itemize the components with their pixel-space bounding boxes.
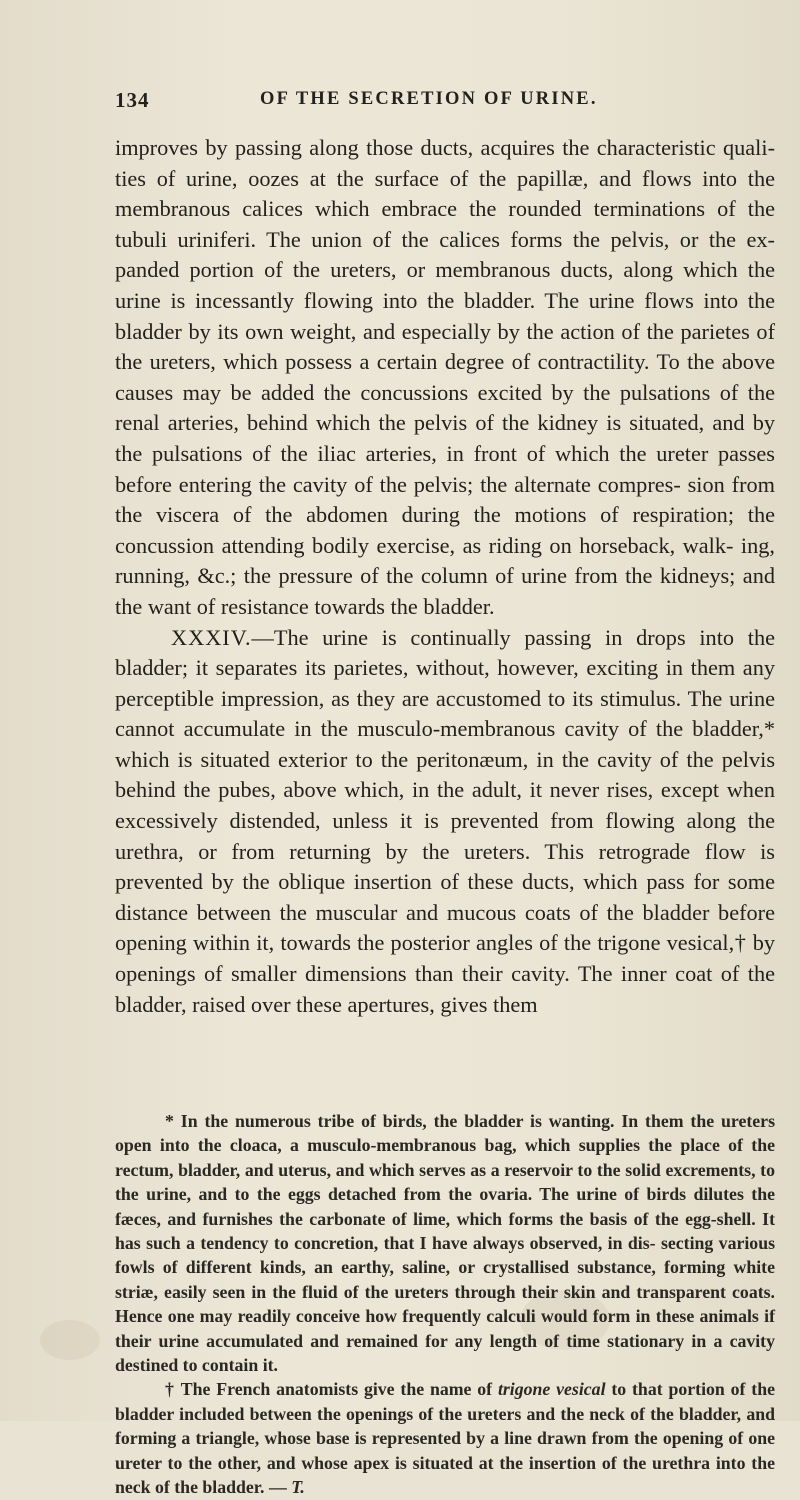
footnote-2	[115, 1377, 775, 1499]
body-paragraph-section	[115, 623, 775, 1021]
footnote-2-text-start: † The French anatomists give the name of	[165, 1379, 498, 1400]
page-header	[115, 88, 775, 118]
section-number: XXXIV.	[171, 624, 252, 650]
footnotes	[115, 1109, 775, 1500]
body-text	[115, 133, 775, 1020]
footnote-1: * In the numerous tribe of birds, the bladder is wanting. In them the ureters open into the cloaca, a musculo-membranous bag, which supplies the place of the rectum, bladder, and uterus, and which serves as a reservoir to the solid excrements, to the urine, and to the eggs detached from the ovaria. The urine of birds dilutes the fæces, and furnishes the carbonate of lime, which forms the basis of the egg-shell. It has such a tendency to concretion, that I have always observed, in dis- secting various fowls of different kinds, an earthy, saline, or crystallised substance, forming white striæ, easily seen in the fluid of the ureters through their skin and transparent coats. Hence one may readily conceive how frequently calculi would form in these animals if their urine accumulated and remained for any length of time stationary in a cavity destined to contain it.	[115, 1111, 775, 1376]
paper-stain	[40, 1320, 100, 1360]
section-paragraph-text: —The urine is continually passing in drops into the bladder; it separates its parietes, without, however, exciting in them any perceptible impression, as they are accustomed to its stimulus. The urine cannot accumulate in the musculo-membranous cavity of the bladder,* which is situated exterior to the peritonæum, in the cavity of the pelvis behind the pubes, above which, in the adult, it never rises, except when excessively distended, unless it is prevented from flowing along the urethra, or from returning by the ureters. This retrograde flow is prevented by the oblique insertion of these ducts, which pass for some distance between the muscular and mucous coats of the bladder before opening within it, towards the posterior angles of the trigone vesical,† by openings of smaller dimensions than their cavity. The inner coat of the bladder, raised over these apertures, gives them	[115, 624, 775, 1017]
page-number: 134	[115, 88, 150, 112]
body-paragraph: improves by passing along those ducts, acquires the characteristic quali- ties of urine, oozes at the surface of the papillæ, and flows into the membranous calices which embrace the rounded terminations of the tubuli uriniferi. The union of the calices forms the pelvis, or the ex- panded portion of the ureters, or membranous ducts, along which the urine is incessantly flowing into the bladder. The urine flows into the bladder by its own weight, and especially by the action of the parietes of the ureters, which possess a certain degree of contractility. To the above causes may be added the concussions excited by the pulsations of the renal arteries, behind which the pelvis of the kidney is situated, and by the pulsations of the iliac arteries, in front of which the ureter passes before entering the cavity of the pelvis; the alternate compres- sion from the viscera of the abdomen during the motions of respiration; the concussion attending bodily exercise, as riding on horseback, walk- ing, running, &c.; the pressure of the column of urine from the kidneys; and the want of resistance towards the bladder.	[115, 135, 775, 619]
footnote-2-signature: T.	[291, 1477, 305, 1498]
running-head: OF THE SECRETION OF URINE.	[260, 89, 598, 109]
footnote-2-text-end: to that portion of the bladder included between the openings of the ureters and the neck of the bladder, and forming a triangle, whose base is represented by a line drawn from the opening of one ureter to the other, and whose apex is situated at the insertion of the urethra into the neck of the bladder. —	[115, 1379, 775, 1498]
footnote-2-term: trigone vesical	[497, 1379, 606, 1400]
